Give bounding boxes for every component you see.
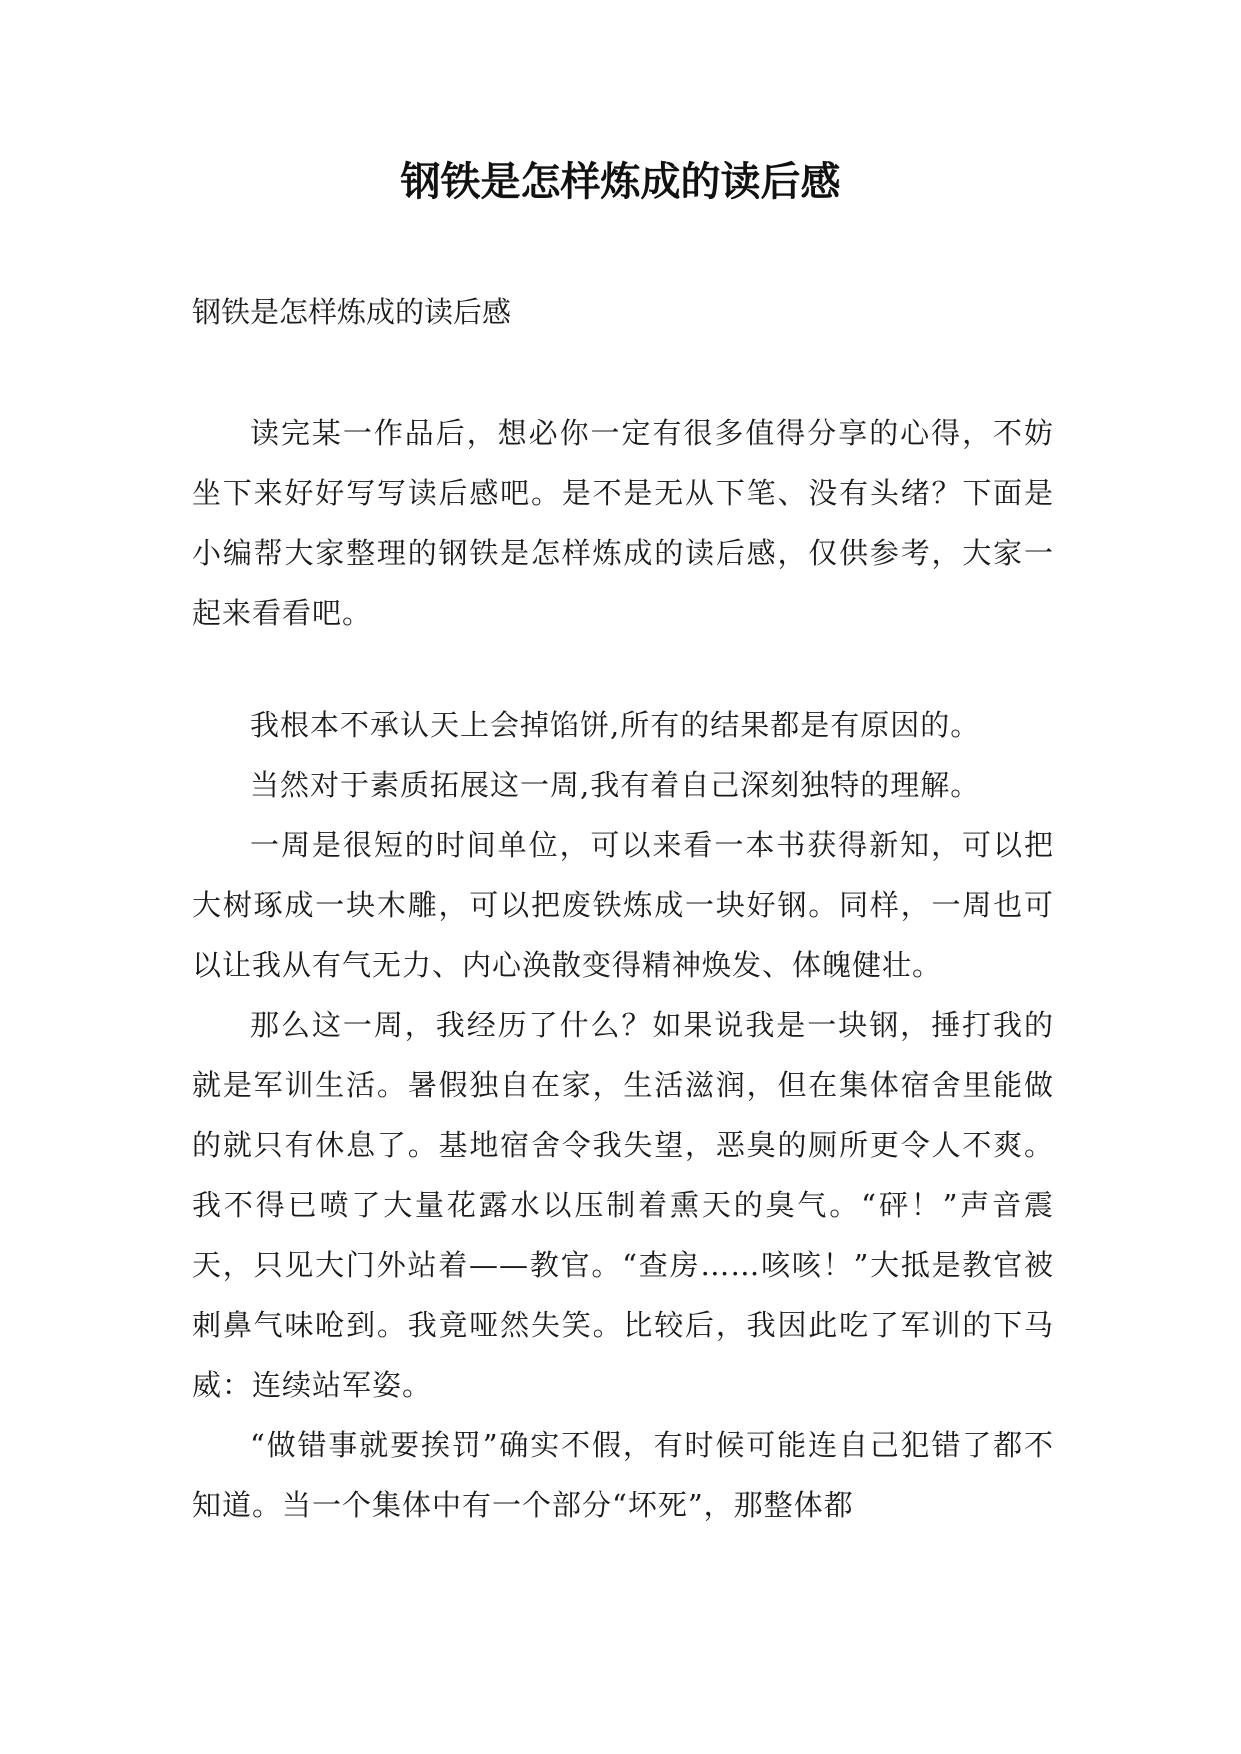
body-paragraph: 当然对于素质拓展这一周,我有着自己深刻独特的理解。 bbox=[250, 768, 981, 802]
body-paragraph: 一周是很短的时间单位，可以来看一本书获得新知，可以把大树琢成一块木雕，可以把废铁炼成一块好钢。同样，一周也可以让我从有气无力、内心涣散变得精神焕发、体魄健壮。 bbox=[192, 828, 1054, 982]
document-title: 钢铁是怎样炼成的读后感 bbox=[400, 158, 841, 205]
intro-section bbox=[192, 403, 1054, 643]
intro-paragraph: 读完某一作品后，想必你一定有很多值得分享的心得，不妨坐下来好好写写读后感吧。是不是无从下笔、没有头绪？下面是小编帮大家整理的钢铁是怎样炼成的读后感，仅供参考，大家一起来看看吧。 bbox=[192, 416, 1054, 630]
body-paragraph: “做错事就要挨罚”确实不假，有时候可能连自己犯错了都不知道。当一个集体中有一个部分“坏死”，那整体都 bbox=[192, 1428, 1054, 1522]
main-section bbox=[192, 695, 1054, 1535]
body-paragraph: 我根本不承认天上会掉馅饼,所有的结果都是有原因的。 bbox=[250, 708, 981, 742]
document-subtitle: 钢铁是怎样炼成的读后感 bbox=[192, 295, 512, 329]
body-paragraph: 那么这一周，我经历了什么？如果说我是一块钢，捶打我的就是军训生活。暑假独自在家，生活滋润，但在集体宿舍里能做的就只有休息了。基地宿舍令我失望，恶臭的厕所更令人不爽。我不得已喷了大量花露水以压制着熏天的臭气。“砰！”声音震天，只见大门外站着——教官。“查房……咳咳！”大抵是教官被刺鼻气味呛到。我竟哑然失笑。比较后，我因此吃了军训的下马威：连续站军姿。 bbox=[192, 1008, 1054, 1402]
